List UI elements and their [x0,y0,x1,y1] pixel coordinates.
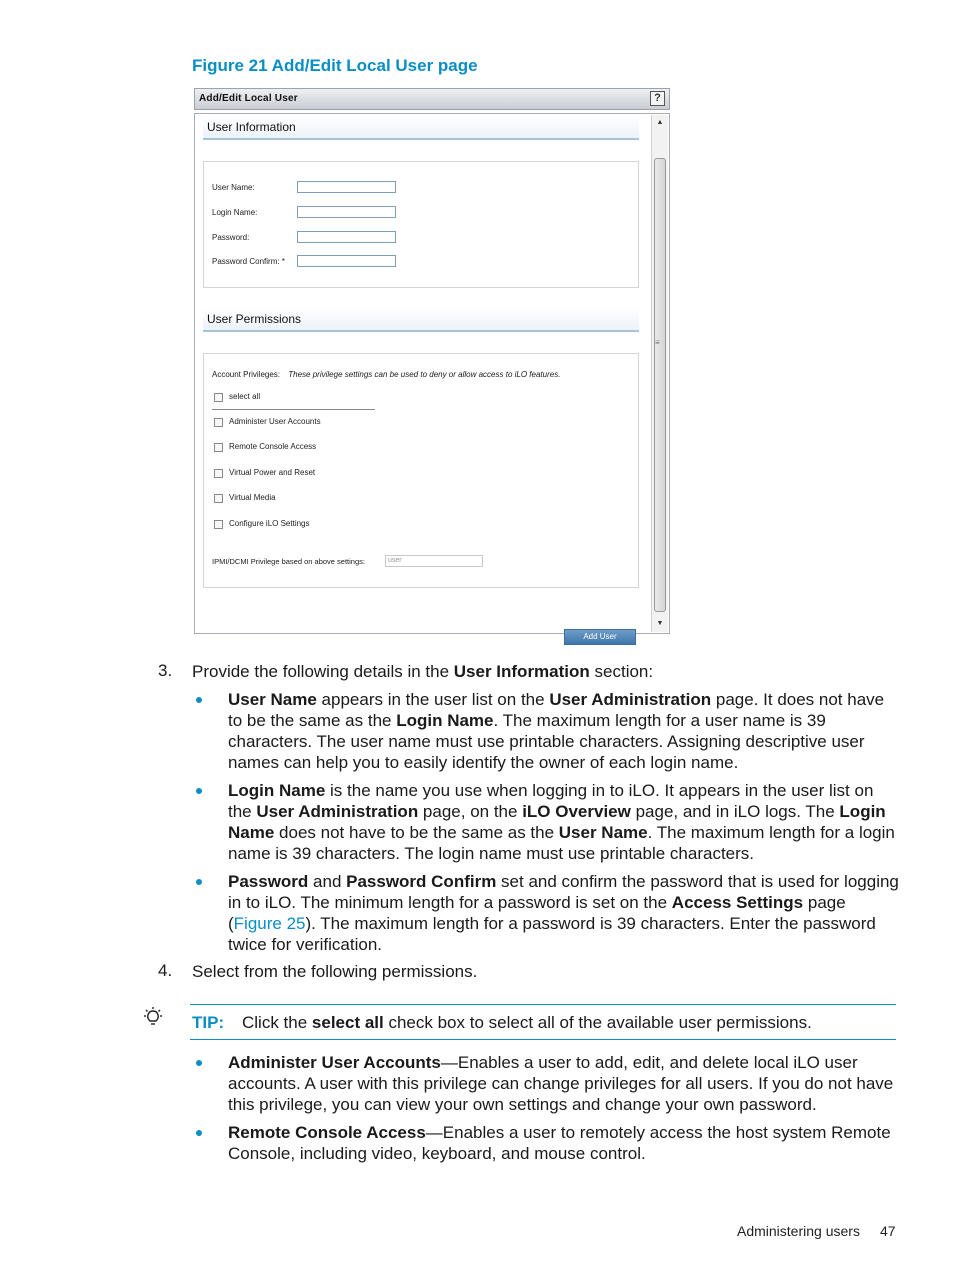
b1-t1: User Name [228,690,317,709]
scroll-up-icon[interactable]: ▲ [656,119,664,126]
user-permissions-heading: User Permissions [207,312,302,326]
tip-bold: select all [311,1013,384,1032]
scroll-down-icon[interactable]: ▼ [656,620,664,627]
user-name-input[interactable] [297,181,396,193]
step-3-pre: Provide the following details in the [192,662,454,681]
perm-label: Virtual Power and Reset [229,468,316,477]
user-information-header [203,116,639,140]
step-3-bold: User Information [453,662,590,681]
tip-bottom-rule [190,1039,896,1040]
bullet-icon [196,1060,202,1066]
perm-checkbox[interactable] [214,469,223,478]
bullet-remote-console-access [228,1122,900,1164]
b2-t5: iLO Overview [522,802,631,821]
b2-t6: page, and in iLO logs. The [630,802,840,821]
window-title: Add/Edit Local User [199,93,298,104]
tip-top-rule [190,1004,896,1005]
perm-label: Remote Console Access [229,442,317,451]
bb2-t1: Remote Console Access [228,1123,426,1142]
tip-label: TIP: [192,1013,225,1032]
login-name-input[interactable] [297,206,396,218]
b2-t9: User Name [558,823,648,842]
bullet-icon [196,788,202,794]
tip-pre: Click the [242,1013,312,1032]
b3-t4: set and confirm the password that is used for logging in to iLO. The minimum length for a password is set on the [228,872,899,912]
window-body [194,113,670,641]
scroll-grip-icon: ≡ [655,338,660,347]
step-4-number: 4. [158,961,173,980]
user-information-group [203,161,639,288]
bullet-login-name [228,780,900,864]
b2-t4: page, on the [418,802,523,821]
footer-page-number: 47 [880,1223,896,1239]
figure-caption: Figure 21 Add/Edit Local User page [192,56,478,75]
step-4-text: Select from the following permissions. [192,962,478,981]
b2-t10: . The maximum length for a login name is 39 characters. The login name must use printable characters. [228,823,895,863]
b2-t2: is the name you use when logging in to iLO. It appears in the user list on the [228,781,874,821]
user-information-heading: User Information [207,120,296,134]
lightbulb-icon [141,1006,165,1030]
b1-t2: appears in the user list on the [316,690,550,709]
b1-t6: . The maximum length for a user name is 39 characters. The user name must use printable characters. Assigning descriptive user names can help you to easily identify the owner of each login name. [228,711,865,772]
bb2-t2: —Enables a user to remotely access the host system Remote Console, including video, keyboard, and mouse control. [228,1123,891,1163]
window-titlebar [194,88,670,110]
perm-label: Administer User Accounts [229,417,321,426]
bb1-t1: Administer User Accounts [228,1053,441,1072]
password-confirm-input[interactable] [297,255,396,267]
figure-25-link[interactable]: Figure 25 [233,914,306,933]
bullet-password [228,871,900,955]
tip-post: check box to select all of the available user permissions. [383,1013,812,1032]
account-privileges-row [212,370,560,379]
ipmi-privilege-label: IPMI/DCMI Privilege based on above settings: [212,557,365,566]
b2-t8: does not have to be the same as the [274,823,559,842]
bullet-administer-user-accounts [228,1052,900,1115]
help-icon[interactable]: ? [650,91,665,106]
tip-text [242,1013,812,1033]
vertical-scrollbar[interactable] [651,115,668,632]
perm-checkbox[interactable] [214,494,223,503]
b3-t5: Access Settings [671,893,804,912]
step-3-number: 3. [158,661,173,680]
footer-section: Administering users [737,1223,860,1239]
b2-t3: User Administration [256,802,419,821]
password-input[interactable] [297,231,396,243]
bullet-icon [196,879,202,885]
add-edit-user-window [194,88,670,641]
password-confirm-label: Password Confirm: * [212,257,285,266]
bullet-user-name [228,689,900,773]
bb1-t2: —Enables a user to add, edit, and delete local iLO user accounts. A user with this privilege can change privileges for all users. If you do not have this privilege, you can view your own settings and change your own password. [228,1053,894,1114]
account-privileges-label: Account Privileges: [212,370,281,379]
perm-checkbox[interactable] [214,418,223,427]
b3-t1: Password [228,872,309,891]
b1-t5: Login Name [396,711,494,730]
bullet-icon [196,697,202,703]
user-permissions-group [203,353,639,588]
b3-t6: page ( [228,893,846,933]
step-3-text [192,661,892,682]
scroll-thumb[interactable] [654,158,666,612]
perm-checkbox[interactable] [214,443,223,452]
b2-t1: Login Name [228,781,326,800]
ipmi-privilege-field: user [385,555,483,567]
user-name-label: User Name: [212,183,255,192]
perm-checkbox[interactable] [214,520,223,529]
bullet-icon [196,1130,202,1136]
b1-t3: User Administration [549,690,712,709]
b3-t8: ). The maximum length for a password is 39 characters. Enter the password twice for verification. [228,914,876,954]
perm-label: Configure iLO Settings [229,519,310,528]
perm-label: Virtual Media [229,493,276,502]
login-name-label: Login Name: [212,208,258,217]
b3-t3: Password Confirm [346,872,497,891]
b3-t2: and [308,872,347,891]
b1-t4: page. It does not have to be the same as the [228,690,885,730]
account-privileges-note: These privilege settings can be used to deny or allow access to iLO features. [288,370,561,379]
password-label: Password: [212,233,250,242]
select-all-label: select all [229,392,261,401]
add-user-button[interactable]: Add User [564,629,636,645]
step-3-post: section: [589,662,654,681]
user-permissions-header [203,308,639,332]
b2-t7: Login Name [228,802,886,842]
select-all-divider [212,409,375,410]
select-all-checkbox[interactable] [214,393,223,402]
